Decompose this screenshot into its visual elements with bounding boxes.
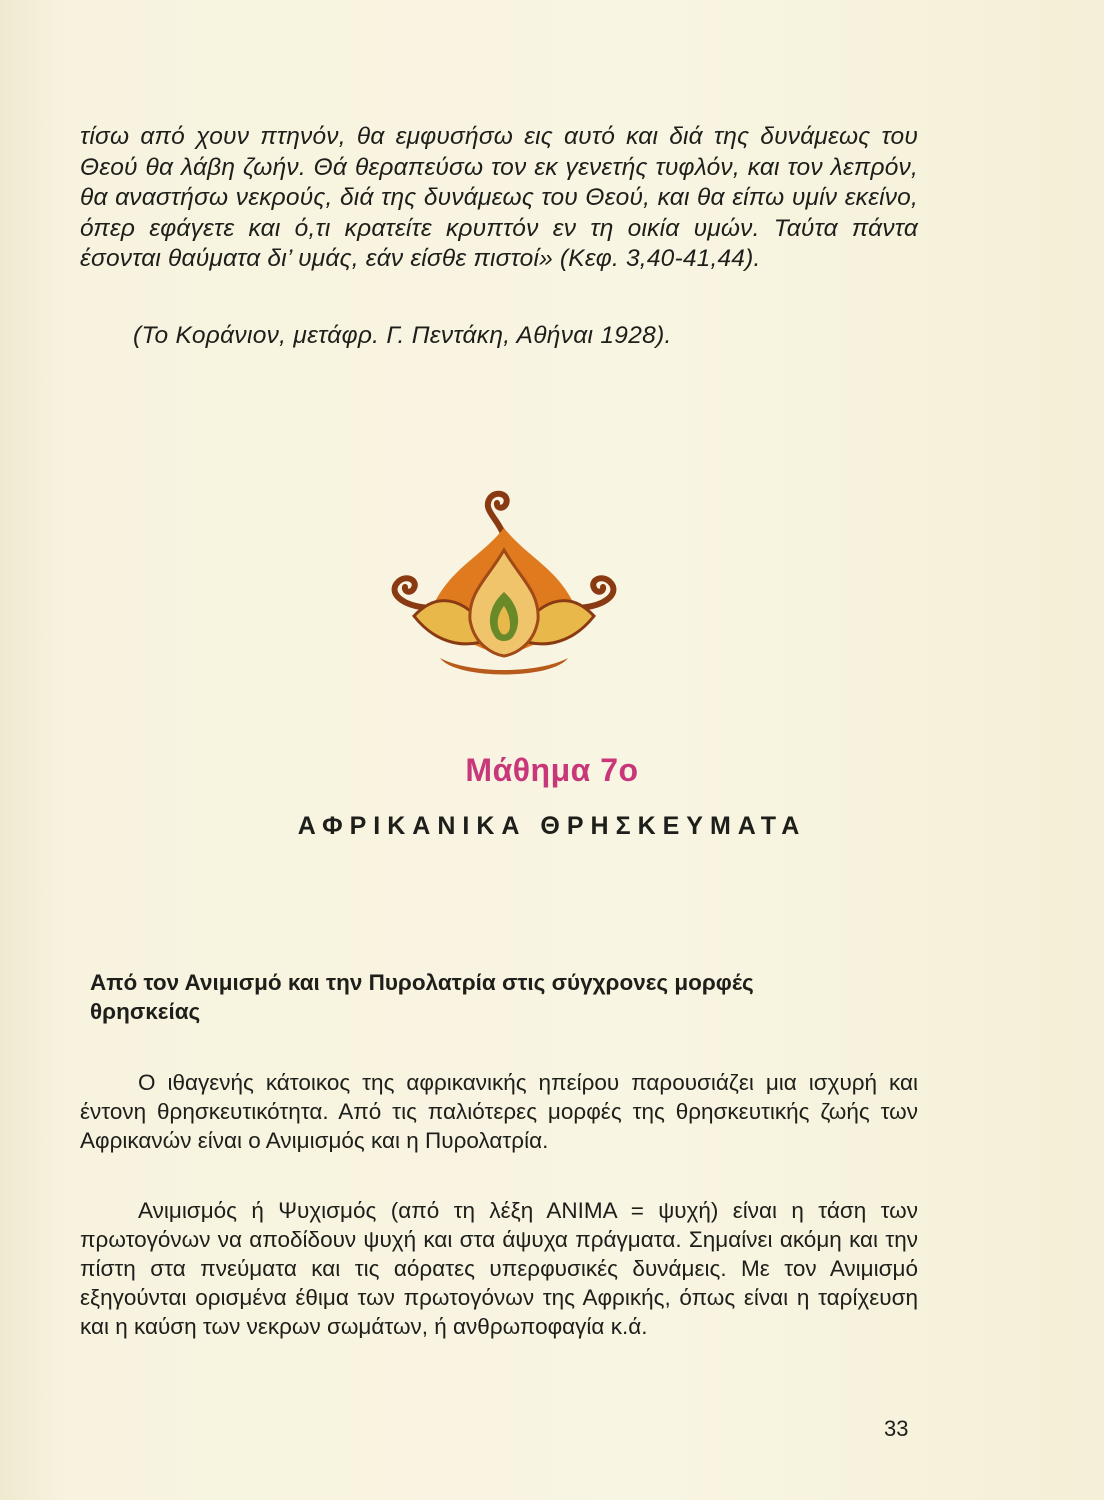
- paragraph-text: Ο ιθαγενής κάτοικος της αφρικανικής ηπείρου παρουσιάζει μια ισχυρή και έντονη θρησκευτικότητα. Από τις παλιότερες μορφές της θρησκευτικής ζωής των Αφρικανών είναι ο Ανιμισμός και η Πυρολατρία.: [80, 1070, 918, 1153]
- lesson-label: Μάθημα 7ο: [465, 752, 639, 788]
- paragraph-text: Ανιμισμός ή Ψυχισμός (από τη λέξη ΑΝΙΜΑ = ψυχή) είναι η τάση των πρωτογόνων να αποδίδουν ψυχή και στα άψυχα πράγματα. Σημαίνει ακόμη και την πίστη στα πνεύματα και τις αόρατες υπερφυσικές δυνάμεις. Με τον Ανιμισμό εξηγούνται ορισμένα έθιμα των πρωτογόνων της Αφρικής, όπως είναι η ταρίχευση και η καύση των νεκρων σωμάτων, ή ανθρωποφαγία κ.ά.: [80, 1198, 918, 1339]
- body-paragraph-2: [80, 1196, 918, 1341]
- quote-block: [80, 122, 918, 275]
- flame-lotus-ornament-icon: [370, 488, 638, 683]
- quote-text: τίσω από χουν πτηνόν, θα εμφυσήσω εις αυτό και διά της δυνάμεως του Θεού θα λάβη ζωήν. Θά θεραπεύσω τον εκ γενετής τυφλόν, και τον λεπρόν, θα αναστήσω νεκρούς, διά της δυνάμεως του Θεού, και θα είπω υμίν εκείνο, όπερ εφάγετε και ό,τι κρατείτε κρυπτόν εν τη οικία υμών. Ταύτα πάντα έσονται θαύματα δι’ υμάς, εάν είσθε πιστοί» (Κεφ. 3,40-41,44).: [80, 123, 918, 272]
- chapter-title: ΑΦΡΙΚΑΝΙΚΑ ΘΡΗΣΚΕΥΜΑΤΑ: [297, 812, 807, 840]
- body-paragraph-1: [80, 1068, 918, 1155]
- quote-source: (Το Κοράνιον, μετάφρ. Γ. Πεντάκη, Αθήναι 1928).: [133, 322, 672, 349]
- section-subtitle: Από τον Ανιμισμό και την Πυρολατρία στις σύγχρονες μορφές θρησκείας: [90, 970, 754, 1024]
- page-number: 33: [884, 1416, 909, 1441]
